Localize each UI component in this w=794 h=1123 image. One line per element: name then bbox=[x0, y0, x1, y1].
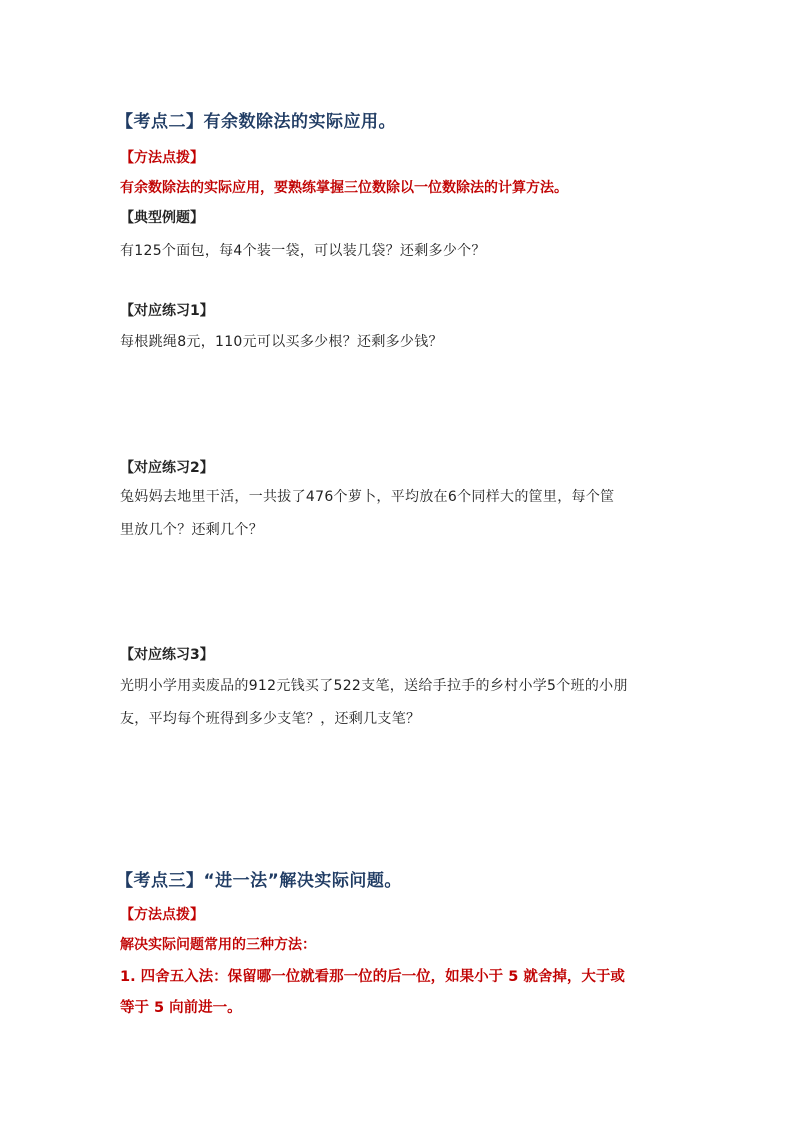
example-text: 有125个面包，每4个装一袋，可以装几袋？还剩多少个？ bbox=[120, 243, 486, 259]
rounding-method-line-1: 1. 四舍五入法：保留哪一位就看那一位的后一位，如果小于 5 就舍掉，大于或 bbox=[120, 969, 625, 985]
practice-2-label: 【对应练习2】 bbox=[120, 460, 214, 476]
practice-2-text-line-2: 里放几个？还剩几个？ bbox=[120, 522, 263, 538]
section-2-title: 【考点二】有余数除法的实际应用。 bbox=[116, 112, 396, 132]
method-label: 【方法点拨】 bbox=[120, 150, 204, 166]
rounding-method-line-2: 等于 5 向前进一。 bbox=[120, 1000, 242, 1016]
practice-2-text-line-1: 兔妈妈去地里干活，一共拔了476个萝卜，平均放在6个同样大的筐里，每个筐 bbox=[120, 489, 615, 505]
practice-3-text-line-1: 光明小学用卖废品的912元钱买了522支笔，送给手拉手的乡村小学5个班的小朋 bbox=[120, 678, 628, 694]
example-label: 【典型例题】 bbox=[120, 210, 204, 226]
section-3-title: 【考点三】“进一法”解决实际问题。 bbox=[116, 871, 402, 891]
method-text: 有余数除法的实际应用，要熟练掌握三位数除以一位数除法的计算方法。 bbox=[120, 180, 568, 196]
practice-3-text-line-2: 友，平均每个班得到多少支笔？，还剩几支笔？ bbox=[120, 711, 421, 727]
practice-1-text: 每根跳绳8元，110元可以买多少根？还剩多少钱？ bbox=[120, 334, 443, 350]
practice-3-label: 【对应练习3】 bbox=[120, 647, 214, 663]
section-3-method-intro: 解决实际问题常用的三种方法： bbox=[120, 937, 316, 953]
section-3-method-label: 【方法点拨】 bbox=[120, 907, 204, 923]
practice-1-label: 【对应练习1】 bbox=[120, 303, 214, 319]
